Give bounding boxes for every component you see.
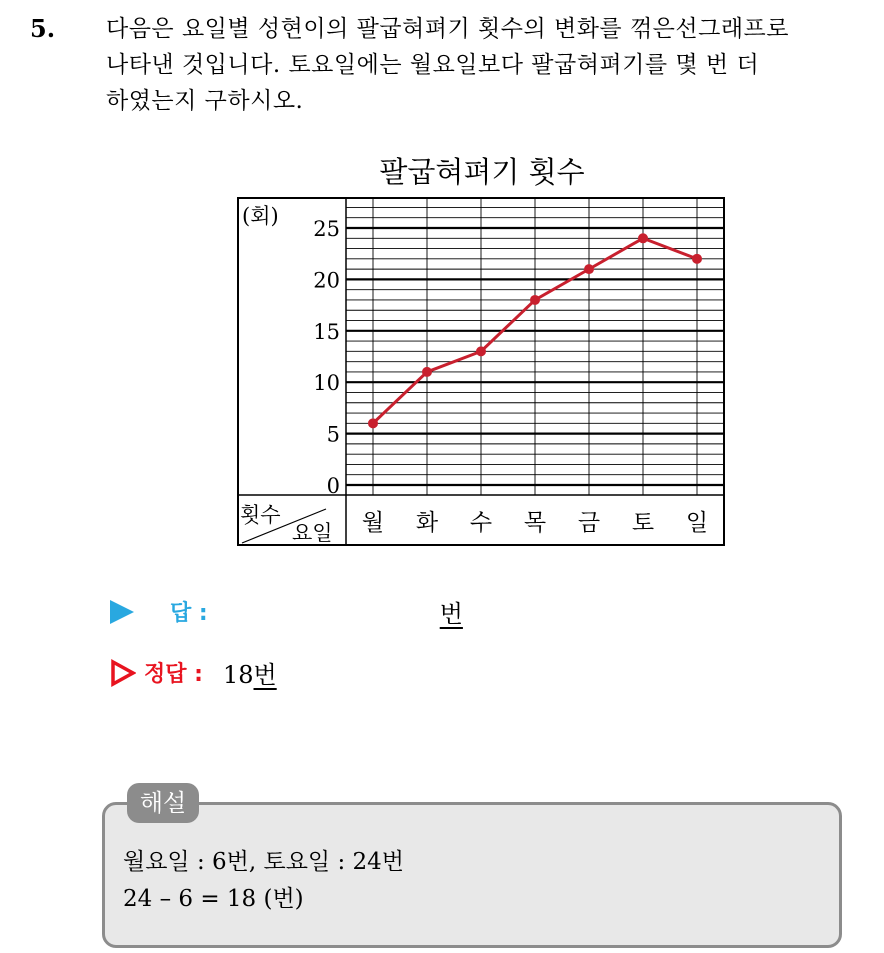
y-tick-label: 20: [313, 268, 340, 293]
category-label: 월: [361, 510, 385, 536]
answer-unit: 번: [439, 600, 463, 628]
question-line-2: 나타낸 것입니다. 토요일에는 월요일보다 팔굽혀펴기를 몇 번 더: [106, 52, 760, 78]
data-point: [530, 295, 540, 305]
corner-label-top: 횟수: [240, 503, 281, 527]
y-tick-label: 10: [313, 371, 340, 396]
y-tick-label: 15: [313, 319, 340, 344]
data-point: [422, 367, 432, 377]
explanation-line-1: 월요일 : 6번, 토요일 : 24번: [123, 849, 405, 875]
y-tick-label: 5: [326, 422, 340, 447]
y-tick-label: 0: [326, 474, 340, 498]
question-number: 5.: [30, 14, 56, 43]
data-point: [584, 264, 594, 274]
category-label: 목: [523, 510, 547, 536]
category-label: 일: [685, 510, 709, 536]
correct-label: 정답 :: [144, 662, 203, 687]
line-chart: [230, 190, 730, 552]
y-axis-label: (회): [242, 204, 279, 228]
question-text: [106, 11, 866, 119]
chart-title: 팔굽혀펴기 횟수: [379, 155, 585, 189]
question-line-3: 하였는지 구하시오.: [106, 88, 304, 114]
category-label: 금: [577, 510, 601, 536]
data-point: [692, 254, 702, 264]
play-arrow-icon: [110, 600, 134, 624]
data-point: [476, 346, 486, 356]
answer-row: [110, 594, 463, 629]
category-label: 토: [631, 510, 655, 536]
correct-number: 18: [222, 661, 254, 689]
data-point: [638, 233, 648, 243]
outline-arrow-icon: [110, 659, 136, 687]
correct-value: [223, 655, 277, 690]
category-label: 화: [415, 510, 439, 536]
explanation-tab: 해설: [127, 783, 199, 823]
corner-label-bottom: 요일: [292, 521, 333, 545]
correct-unit: 번: [253, 661, 277, 689]
explanation-line-2: 24 – 6 = 18 (번): [123, 886, 304, 912]
answer-label: 답 :: [170, 601, 208, 626]
answer-blank[interactable]: [440, 594, 463, 629]
correct-answer-row: [110, 655, 277, 690]
category-label: 수: [469, 510, 493, 536]
y-tick-label: 25: [313, 217, 340, 241]
question-line-1: 다음은 요일별 성현이의 팔굽혀펴기 횟수의 변화를 꺾은선그래프로: [106, 16, 789, 42]
data-point: [368, 418, 378, 428]
